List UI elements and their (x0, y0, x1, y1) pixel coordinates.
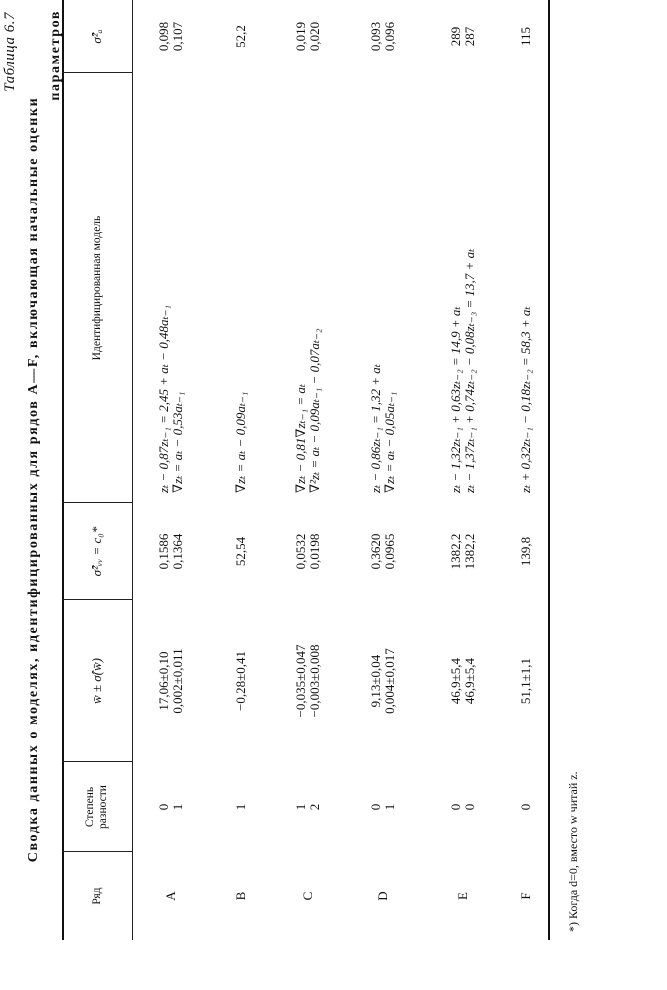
mean-value: −0,003±0,008 (306, 644, 322, 718)
row-b-degree (210, 762, 271, 852)
series-label: F (517, 892, 533, 900)
var-w-value: 52,54 (232, 536, 248, 567)
var-a-value: 0,019 (292, 21, 308, 52)
row-a-mean (132, 600, 210, 762)
row-c-model (271, 73, 344, 493)
var-a-value: 52,2 (232, 25, 248, 48)
caption-line-1: Сводка данных о моделях, идентифицированных для рядов A—F, включающая начальные оценки (26, 96, 41, 863)
var-w-value: 0,1364 (170, 533, 185, 570)
row-a-var-w (132, 503, 210, 600)
var-a-value: 0,096 (382, 21, 397, 52)
row-e-series (422, 852, 503, 940)
row-e-mean (422, 600, 503, 762)
row-e-var-w (422, 503, 503, 600)
degree-value: 0 (368, 803, 383, 811)
row-e-model (422, 73, 503, 493)
var-w-value: 139,8 (517, 536, 533, 567)
series-label: C (299, 891, 315, 901)
var-w-value: 1382,2 (447, 533, 463, 570)
mean-value: 0,002±0,011 (170, 648, 185, 714)
row-c-series (271, 852, 344, 940)
header-mean: w̄ ± σ̂(w̄) (89, 657, 104, 705)
degree-value: 2 (306, 803, 322, 811)
mean-value: 51,1±1,1 (517, 657, 533, 705)
row-b-var-a (210, 0, 271, 73)
degree-value: 1 (292, 803, 308, 811)
row-a-series (132, 852, 210, 940)
header-series: Ряд (90, 887, 103, 905)
mean-value: −0,28±0,41 (232, 651, 248, 711)
var-a-value: 0,107 (170, 21, 185, 52)
mean-value: −0,035±0,047 (292, 644, 308, 718)
row-a-var-a (132, 0, 210, 73)
model-value: zₜ − 1,37zₜ₋₁ + 0,74zₜ₋₂ − 0,08zₜ₋₃ = 13,7 + aₜ (461, 248, 477, 493)
header-diff-degree (62, 762, 132, 852)
footnote: *) Когда d=0, вместо w читай z. (566, 771, 580, 932)
row-b-var-w (210, 503, 271, 600)
table-label: Таблица 6.7 (2, 12, 18, 92)
caption-line-2: параметров (48, 10, 63, 101)
degree-value: 0 (447, 803, 463, 811)
row-f-var-a (503, 0, 548, 73)
model-value: zₜ − 1,32zₜ₋₁ + 0,63zₜ₋₂ = 14,9 + aₜ (447, 306, 463, 493)
header-model: Идентифицированная модель (90, 215, 103, 361)
series-label: B (232, 891, 248, 901)
row-a-degree (132, 762, 210, 852)
mean-value: 0,004±0,017 (382, 648, 397, 714)
row-c-mean (271, 600, 344, 762)
table-bottom-rule (548, 0, 550, 940)
row-d-var-a (344, 0, 422, 73)
var-w-value: 1382,2 (461, 533, 477, 570)
series-label: A (163, 891, 178, 901)
mean-value: 46,9±5,4 (447, 657, 463, 705)
var-a-value: 0,093 (368, 21, 383, 52)
var-w-value: 0,0532 (292, 533, 308, 570)
row-b-mean (210, 600, 271, 762)
degree-value: 0 (156, 803, 171, 811)
model-value: ∇²zₜ = aₜ − 0,09aₜ₋₁ − 0,07aₜ₋₂ (306, 328, 322, 493)
row-d-model (344, 73, 422, 493)
row-d-var-w (344, 503, 422, 600)
var-w-value: 0,0198 (306, 533, 322, 570)
model-value: ∇zₜ = aₜ − 0,53aₜ₋₁ (170, 391, 185, 493)
degree-value: 1 (382, 803, 397, 811)
degree-value: 0 (517, 803, 533, 811)
row-e-degree (422, 762, 503, 852)
row-d-degree (344, 762, 422, 852)
header-var-a: σ̂²ₐ (89, 29, 104, 44)
series-label: E (454, 892, 470, 900)
row-c-degree (271, 762, 344, 852)
mean-value: 46,9±5,4 (461, 657, 477, 705)
row-d-series (344, 852, 422, 940)
row-a-model (132, 73, 210, 493)
var-a-value: 289 (447, 26, 463, 47)
var-w-value: 0,3620 (368, 533, 383, 570)
header-var-w: σ̂²ᵥᵥ = c₀* (89, 526, 104, 577)
row-f-mean (503, 600, 548, 762)
row-f-series (503, 852, 548, 940)
model-value: zₜ − 0,87zₜ₋₁ = 2,45 + aₜ − 0,48aₜ₋₁ (156, 304, 171, 493)
row-b-series (210, 852, 271, 940)
row-f-degree (503, 762, 548, 852)
row-b-model (210, 73, 271, 493)
series-label: D (375, 891, 390, 901)
var-a-value: 115 (517, 26, 533, 47)
row-f-model (503, 73, 548, 493)
header-diff-degree-line2: разности (97, 785, 109, 829)
mean-value: 17,06±0,10 (156, 651, 171, 711)
row-c-var-w (271, 503, 344, 600)
var-a-value: 287 (461, 26, 477, 47)
mean-value: 9,13±0,04 (368, 654, 383, 708)
degree-value: 0 (461, 803, 477, 811)
var-w-value: 0,1586 (156, 533, 171, 570)
header-diff-degree-line1: Степень (84, 786, 96, 828)
row-f-var-w (503, 503, 548, 600)
model-value: zₜ − 0,86zₜ₋₁ = 1,32 + aₜ (368, 364, 383, 493)
summary-table (62, 0, 548, 940)
var-a-value: 0,098 (156, 21, 171, 52)
model-value: zₜ + 0,32zₜ₋₁ − 0,18zₜ₋₂ = 58,3 + aₜ (517, 306, 533, 493)
row-d-mean (344, 600, 422, 762)
degree-value: 1 (232, 803, 248, 811)
model-value: ∇zₜ − 0,81∇zₜ₋₁ = aₜ (292, 383, 308, 493)
var-w-value: 0,0965 (382, 533, 397, 570)
model-value: ∇zₜ = aₜ − 0,09aₜ₋₁ (232, 391, 248, 493)
model-value: ∇zₜ = aₜ − 0,05aₜ₋₁ (382, 391, 397, 493)
row-c-var-a (271, 0, 344, 73)
row-e-var-a (422, 0, 503, 73)
var-a-value: 0,020 (306, 21, 322, 52)
degree-value: 1 (170, 803, 185, 811)
